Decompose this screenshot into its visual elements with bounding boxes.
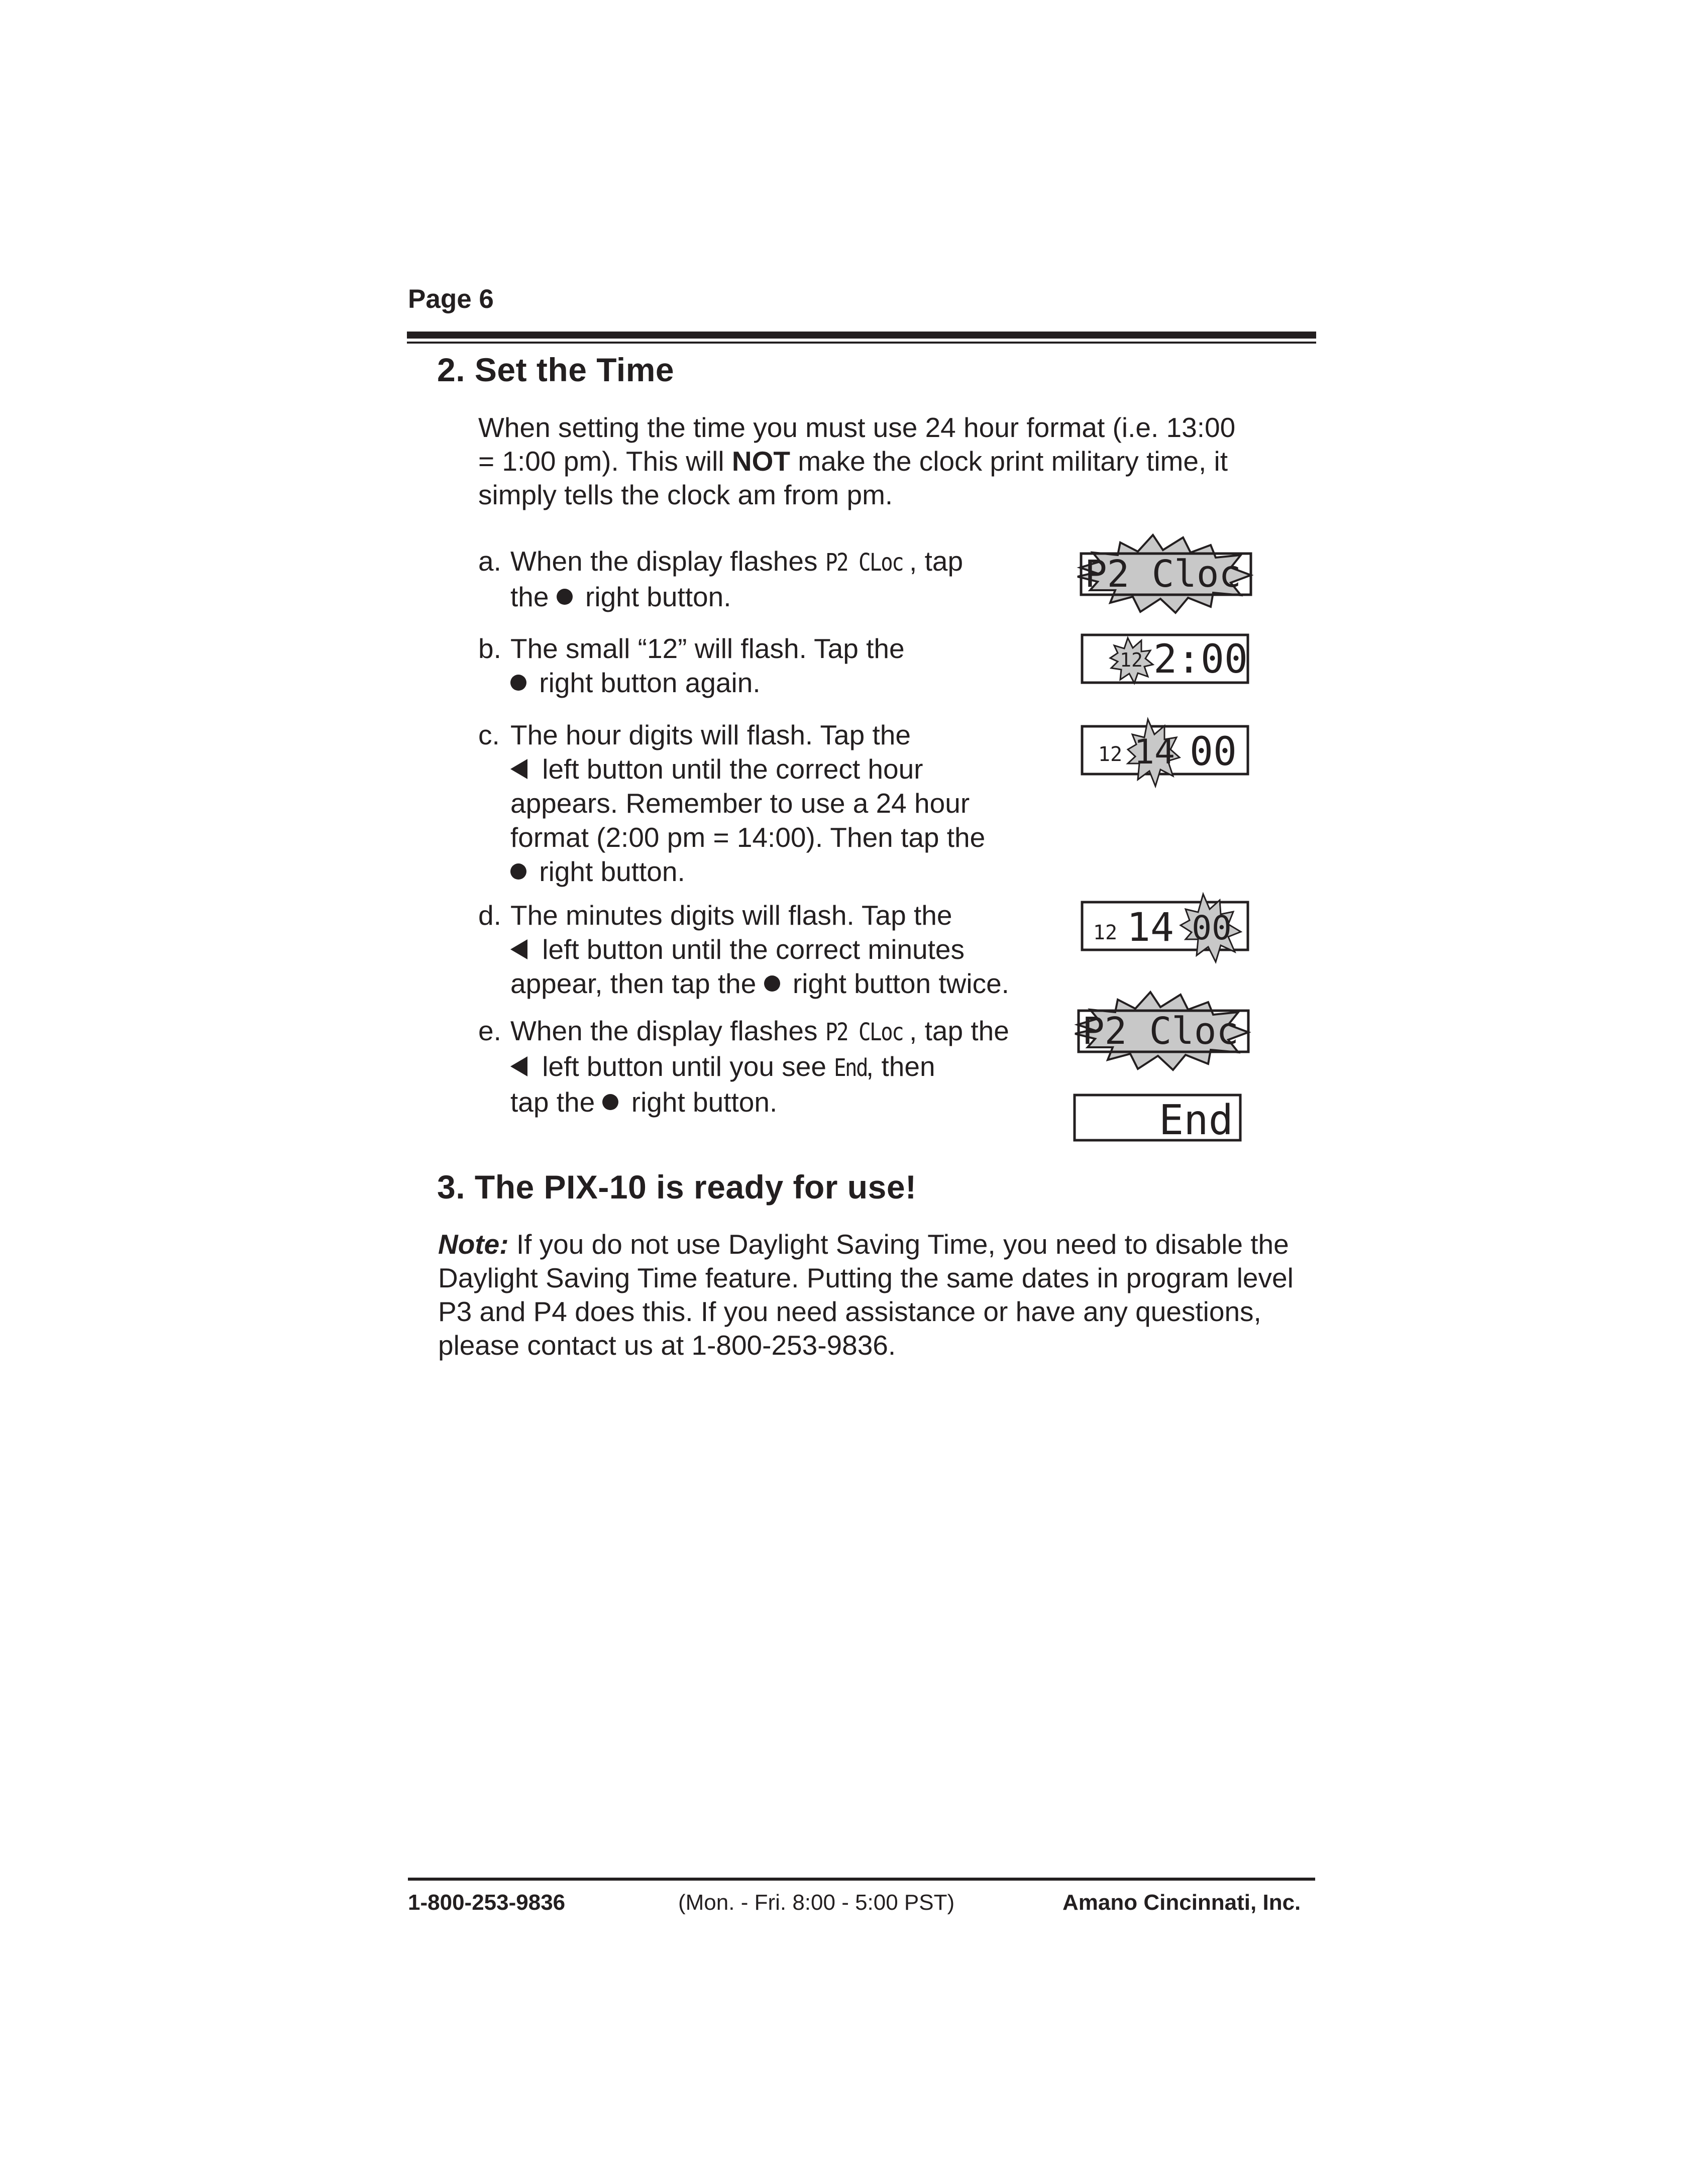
lcd-display-end: [1073, 1090, 1248, 1145]
step-b: b. The small “12” will flash. Tap the right button again.: [478, 633, 905, 698]
lcd-minute-digits: 00: [1190, 729, 1237, 775]
lcd-small-digits: 12: [1098, 743, 1123, 766]
lcd-hour-digits: 14: [1127, 905, 1174, 950]
lcd-main-digits: 2:00: [1153, 637, 1248, 682]
note-label: Note:: [438, 1229, 509, 1260]
lcd-small-digits: 12: [1093, 921, 1118, 944]
lcd-display-c: [1080, 713, 1251, 789]
page-label: Page 6: [408, 284, 494, 314]
lcd-display-b: [1080, 630, 1251, 688]
right-button-dot-icon: [510, 863, 526, 880]
intro-paragraph: When setting the time you must use 24 hour format (i.e. 13:00 = 1:00 pm). This will NOT make the clock print military time, it simply tells the clock am from pm.: [478, 412, 1236, 510]
header-rule-thin: [407, 342, 1316, 344]
footer-rule: [408, 1878, 1315, 1881]
right-button-dot-icon: [764, 975, 780, 992]
lcd-display-a: [1070, 532, 1256, 618]
emphasis-not: NOT: [731, 446, 790, 477]
lcd-minute-digits: 00: [1192, 909, 1232, 947]
section-heading-set-time: 2. Set the Time: [437, 351, 675, 388]
left-button-triangle-icon: [510, 1056, 527, 1076]
step-d: d. The minutes digits will flash. Tap the left button until the correct minutes appear, then tap the right button twice.: [478, 900, 1009, 999]
lcd-text-p2-cloc: P2 CLoc: [825, 1018, 903, 1046]
lcd-text: P2 Cloc: [1082, 1010, 1239, 1053]
note-paragraph: Note: If you do not use Daylight Saving Time, you need to disable the Daylight Saving Time feature. Putting the same dates in program level P3 and P4 does this. If you need assistance or have any questions, please contact us at 1-800-253-9836.: [438, 1229, 1294, 1361]
header-rule-thick: [407, 332, 1316, 339]
footer-company: Amano Cincinnati, Inc.: [1062, 1890, 1301, 1915]
lcd-display-e: [1068, 990, 1253, 1075]
section-heading-ready: 3. The PIX-10 is ready for use!: [437, 1168, 917, 1206]
right-button-dot-icon: [557, 589, 573, 605]
step-a: a. When the display flashes P2 CLoc , tap the right button.: [478, 546, 964, 612]
lcd-text-end: End: [834, 1054, 868, 1082]
footer-phone: 1-800-253-9836: [408, 1890, 566, 1915]
lcd-text-p2-cloc: P2 CLoc: [825, 549, 903, 577]
lcd-text: P2 Cloc: [1085, 553, 1241, 596]
left-button-triangle-icon: [510, 939, 527, 959]
step-e: e. When the display flashes P2 CLoc , tap the left button until you see End, then tap the right button.: [478, 1015, 1009, 1118]
right-button-dot-icon: [602, 1094, 618, 1110]
left-button-triangle-icon: [510, 759, 527, 779]
lcd-display-d: [1080, 889, 1251, 964]
right-button-dot-icon: [510, 675, 526, 691]
step-c: c. The hour digits will flash. Tap the left button until the correct hour appears. Remember to use a 24 hour format (2:00 pm = 14:00). Then tap the right button.: [478, 719, 986, 887]
lcd-text: End: [1158, 1097, 1233, 1144]
lcd-hour-digits: 14: [1134, 732, 1175, 772]
lcd-small-digits: 12: [1120, 649, 1143, 671]
footer-hours: (Mon. - Fri. 8:00 - 5:00 PST): [678, 1890, 955, 1915]
